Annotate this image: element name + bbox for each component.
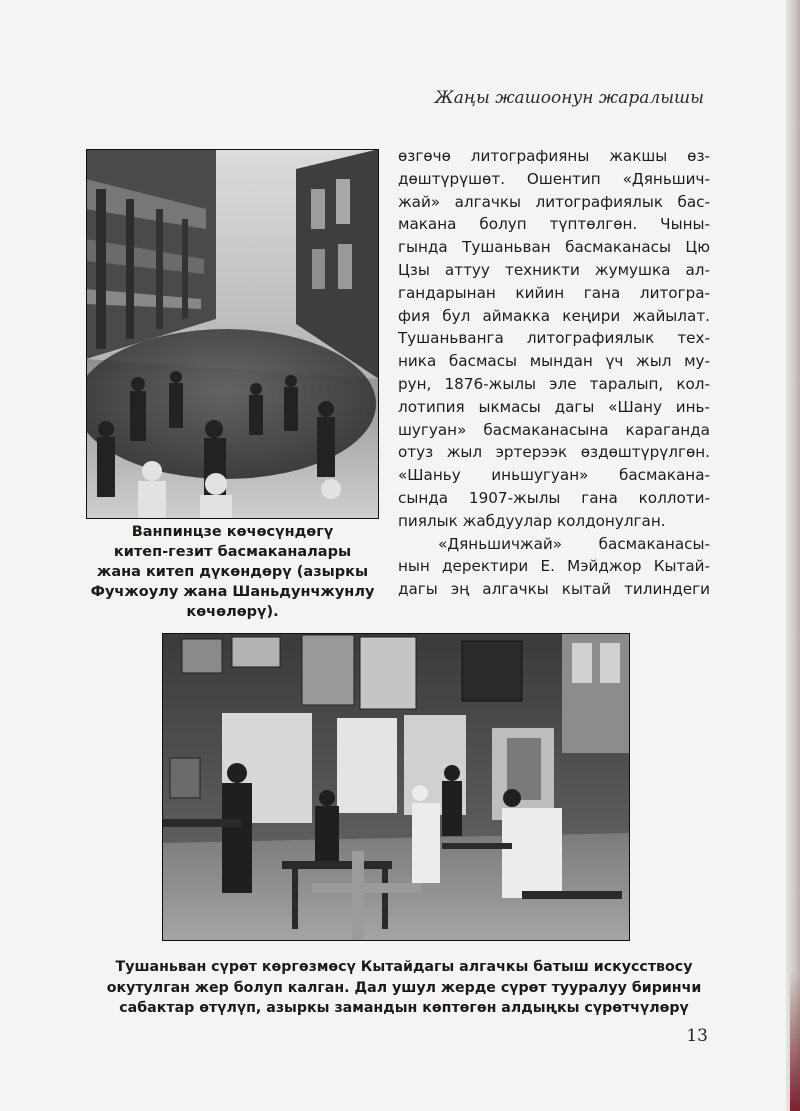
text-line: Тушаньванга литографиялык тех- [398,329,710,348]
text-line: нын деректири Е. Мэйджор Кытай- [398,557,710,576]
studio-photo [162,633,630,941]
text-line: пиялык жабдуулар колдонулган. [398,511,666,530]
text-line: отуз жыл эртерээк өздөштүрүлгөн. [398,443,710,462]
text-line: макана болуп түптөлгөн. Чыны- [398,215,710,234]
text-line: дөштүрүшөт. Ошентип «Дяньшич- [398,169,710,188]
text-line: өзгөчө литографияны жакшы өз- [398,147,710,165]
caption-line: китеп-гезит басмаканалары [113,544,352,560]
text-line: сында 1907-жылы гана коллоти- [398,488,710,507]
text-line: дагы эң алгачкы кытай тилиндеги [398,580,710,599]
figure1-caption [86,522,379,622]
street-photo-illustration [86,149,379,519]
caption-line: окутулган жер болуп калган. Дал ушул жерде сүрөт тууралуу биринчи [106,979,702,996]
running-head: Жаңы жашоонун жаралышы [434,88,704,108]
text-line: гандарынан кийин гана литогра- [398,283,710,302]
text-line: гында Тушаньван басмаканасы Цю [398,238,710,257]
text-line: лотипия ыкмасы дагы «Шану инь- [398,397,710,416]
page-edge-shadow [790,971,800,1111]
text-line: ника басмасы мындан үч жыл му- [398,352,710,371]
caption-line: сабактар өтүлүп, азыркы замандын көптөгөн алдыңкы сүрөтчүлөрү [119,1000,689,1016]
caption-line: Ванпинцзе көчөсүндөгү [131,524,334,540]
text-line: рун, 1876-жылы эле таралып, кол- [398,374,710,393]
text-line: жай» алгачкы литографиялык бас- [398,192,710,211]
figure2-caption [96,957,712,1019]
street-photo [86,149,379,519]
text-line: Цзы аттуу техникти жумушка ал- [398,260,710,279]
text-line: «Дяньшичжай» басмаканасы- [438,534,710,553]
page-edge [786,0,800,1111]
page-number: 13 [686,1026,708,1046]
text-line: «Шаньу иньшугуан» басмакана- [398,466,710,485]
caption-line: көчөлөрү). [186,604,279,620]
studio-photo-illustration [162,633,630,941]
text-line: фия бул аймакка кеңири жайылат. [398,306,710,325]
caption-line: Тушаньван сүрөт көргөзмөсү Кытайдагы алгачкы батыш искусствосу [115,959,693,975]
caption-line: жана китеп дүкөндөрү (азыркы [96,564,369,580]
text-line: шугуан» басмаканасына караганда [398,420,710,439]
body-text [398,145,710,601]
caption-line: Фучжоулу жана Шаньдунчжунлу [90,584,375,600]
